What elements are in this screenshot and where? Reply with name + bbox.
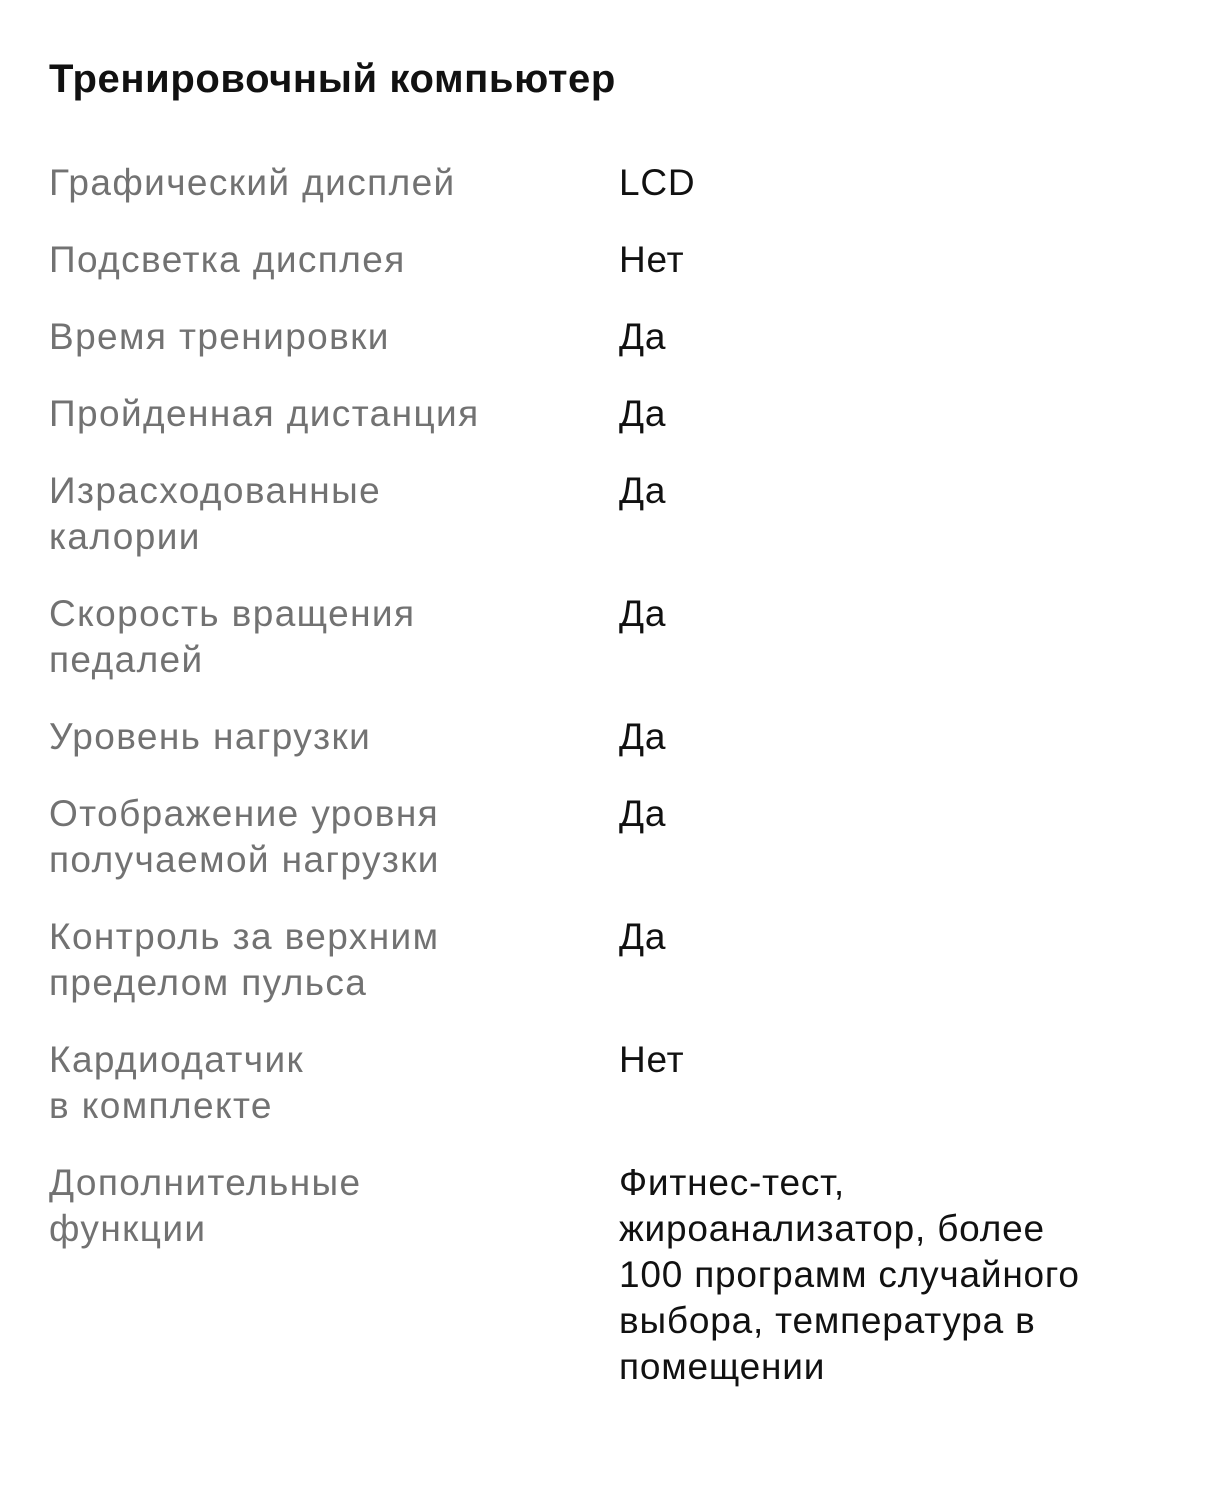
spec-label: Контроль за верхним пределом пульса (49, 916, 440, 1003)
spec-value: Да (619, 470, 667, 511)
spec-row-cadence (49, 591, 1158, 683)
spec-label: Пройденная дистанция (49, 393, 480, 434)
spec-label: Скорость вращения педалей (49, 593, 416, 680)
spec-value: Да (619, 393, 667, 434)
spec-label: Дополнительные функции (49, 1162, 362, 1249)
spec-row-distance (49, 391, 1158, 437)
spec-value: Нет (619, 239, 685, 280)
spec-row-load-level (49, 714, 1158, 760)
spec-row-graphic-display (49, 160, 1158, 206)
spec-label: Израсходованные калории (49, 470, 382, 557)
spec-row-workout-time (49, 314, 1158, 360)
spec-list (49, 160, 1158, 1390)
spec-label: Кардиодатчик в комплекте (49, 1039, 305, 1126)
spec-label: Уровень нагрузки (49, 716, 372, 757)
spec-value: Да (619, 793, 667, 834)
spec-row-calories (49, 468, 1158, 560)
spec-label: Графический дисплей (49, 162, 456, 203)
section-title: Тренировочный компьютер (49, 57, 616, 101)
spec-value: Да (619, 916, 667, 957)
spec-label: Подсветка дисплея (49, 239, 406, 280)
spec-row-extra-functions (49, 1160, 1158, 1390)
spec-value: LCD (619, 162, 696, 203)
spec-row-heart-sensor (49, 1037, 1158, 1129)
spec-value: Да (619, 593, 667, 634)
spec-row-display-backlight (49, 237, 1158, 283)
spec-value: Фитнес-тест, жироанализатор, более 100 программ случайного выбора, температура в помещении (619, 1162, 1080, 1387)
spec-row-pulse-limit (49, 914, 1158, 1006)
spec-value: Нет (619, 1039, 685, 1080)
spec-value: Да (619, 716, 667, 757)
spec-label: Время тренировки (49, 316, 390, 357)
spec-label: Отображение уровня получаемой нагрузки (49, 793, 440, 880)
spec-value: Да (619, 316, 667, 357)
spec-row-load-display (49, 791, 1158, 883)
